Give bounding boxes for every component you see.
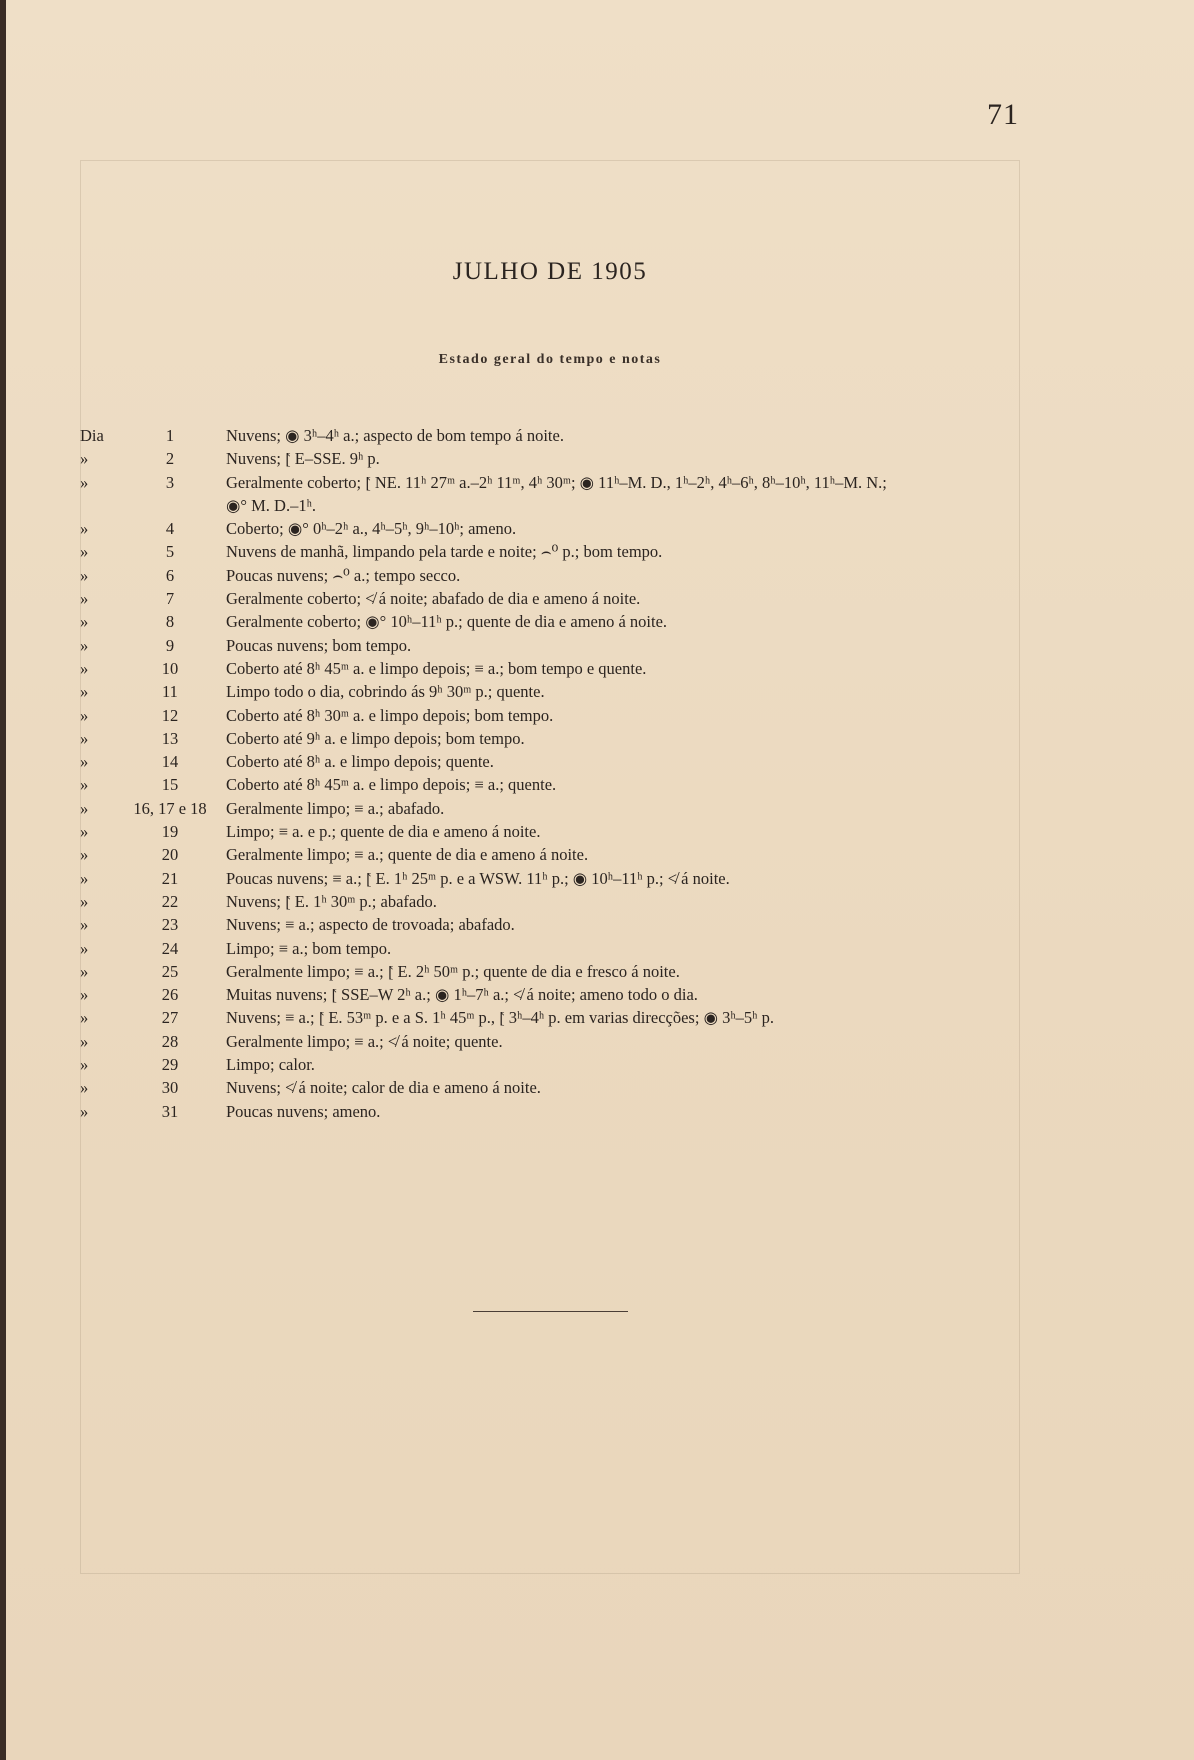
weather-note: Poucas nuvens; ⌢⁰ a.; tempo secco.: [226, 565, 461, 585]
day-number: 21: [161, 868, 179, 888]
row-label: »: [80, 845, 89, 865]
day-number: 12: [161, 705, 179, 725]
day-number: 24: [161, 938, 179, 958]
row-label: »: [80, 775, 89, 795]
list-item: [80, 424, 1080, 447]
row-label: Dia: [80, 426, 104, 445]
row-label: »: [80, 891, 89, 911]
row-label: »: [80, 682, 89, 702]
row-label: »: [80, 915, 89, 935]
weather-notes-list: [80, 424, 1080, 1123]
day-number: 31: [161, 1101, 179, 1121]
day-number: 13: [161, 728, 179, 748]
list-item: [80, 1100, 1080, 1123]
list-item: [80, 913, 1080, 936]
row-label: »: [80, 449, 89, 469]
list-item: [80, 1076, 1080, 1099]
weather-note: Geralmente limpo; ≡ a.; abafado.: [226, 798, 445, 818]
day-number: 25: [161, 961, 179, 981]
weather-note: Nuvens; ⦍ E. 1ʰ 30ᵐ p.; abafado.: [226, 891, 437, 911]
weather-note: Geralmente coberto; ⦍ NE. 11ʰ 27ᵐ a.–2ʰ 11ᵐ, 4ʰ 30ᵐ; ◉ 11ʰ–M. D., 1ʰ–2ʰ, 4ʰ–6ʰ, 8ʰ–10ʰ, 11ʰ–M. N.;: [226, 472, 887, 492]
weather-note: Poucas nuvens; bom tempo.: [226, 635, 412, 655]
weather-note: Muitas nuvens; ⦍ SSE–W 2ʰ a.; ◉ 1ʰ–7ʰ a.; ≮ á noite; ameno todo o dia.: [226, 985, 698, 1005]
row-label: »: [80, 752, 89, 772]
day-number: 19: [161, 822, 179, 842]
list-item: [80, 983, 1080, 1006]
row-label: »: [80, 1078, 89, 1098]
row-label: »: [80, 1055, 89, 1075]
list-item: [80, 797, 1080, 820]
row-label: »: [80, 635, 89, 655]
day-number: 11: [162, 682, 178, 702]
page-number: 71: [987, 98, 1019, 131]
row-label: »: [80, 985, 89, 1005]
list-item: [80, 471, 1080, 494]
day-number: 9: [165, 635, 175, 655]
weather-note: Nuvens; ≡ a.; ⦍ E. 53ᵐ p. e a S. 1ʰ 45ᵐ p., ⦍ 3ʰ–4ʰ p. em varias direcções; ◉ 3ʰ–5ʰ p.: [226, 1008, 774, 1028]
weather-note: Nuvens; ⦍ E–SSE. 9ʰ p.: [226, 449, 380, 469]
day-number: 5: [165, 542, 175, 562]
row-label: »: [80, 612, 89, 632]
row-label: »: [80, 961, 89, 981]
day-number: 26: [161, 985, 179, 1005]
page-title: JULHO DE 1905: [452, 258, 648, 285]
row-label: »: [80, 589, 89, 609]
list-item: [80, 680, 1080, 703]
row-label: »: [80, 472, 89, 492]
row-label: »: [80, 938, 89, 958]
list-item: [80, 890, 1080, 913]
list-item: [80, 657, 1080, 680]
weather-note: Nuvens; ≮ á noite; calor de dia e ameno á noite.: [226, 1078, 541, 1098]
list-item: [80, 937, 1080, 960]
weather-note: Coberto até 8ʰ 45ᵐ a. e limpo depois; ≡ a.; bom tempo e quente.: [226, 658, 647, 678]
day-number: 28: [161, 1031, 179, 1051]
weather-note: Nuvens de manhã, limpando pela tarde e noite; ⌢⁰ p.; bom tempo.: [226, 542, 663, 562]
weather-note: Poucas nuvens; ≡ a.; ⦍ E. 1ʰ 25ᵐ p. e a WSW. 11ʰ p.; ◉ 10ʰ–11ʰ p.; ≮ á noite.: [226, 868, 730, 888]
day-number: 4: [165, 519, 175, 539]
weather-note: Limpo; ≡ a.; bom tempo.: [226, 938, 392, 958]
list-item: [80, 960, 1080, 983]
list-item: [80, 587, 1080, 610]
day-number: 7: [165, 589, 175, 609]
row-label: »: [80, 728, 89, 748]
row-label: »: [80, 868, 89, 888]
day-number: 20: [161, 845, 179, 865]
weather-note: Geralmente limpo; ≡ a.; ⦍ E. 2ʰ 50ᵐ p.; quente de dia e fresco á noite.: [226, 961, 680, 981]
list-item: [80, 1030, 1080, 1053]
note-continuation: ◉° M. D.–1ʰ.: [226, 495, 317, 515]
day-number: 10: [161, 658, 179, 678]
weather-note: Geralmente limpo; ≡ a.; quente de dia e ameno á noite.: [226, 845, 589, 865]
row-label: »: [80, 822, 89, 842]
row-label: »: [80, 798, 89, 818]
day-number: 30: [161, 1078, 179, 1098]
day-number: 3: [165, 472, 175, 492]
day-number: 14: [161, 752, 179, 772]
page-subtitle: Estado geral do tempo e notas: [438, 352, 662, 367]
day-number: 2: [165, 449, 175, 469]
row-label: »: [80, 1101, 89, 1121]
row-label: »: [80, 565, 89, 585]
row-label: »: [80, 1031, 89, 1051]
weather-note: Coberto; ◉° 0ʰ–2ʰ a., 4ʰ–5ʰ, 9ʰ–10ʰ; ameno.: [226, 519, 517, 539]
row-label: »: [80, 705, 89, 725]
row-label: »: [80, 519, 89, 539]
day-number: 15: [161, 775, 179, 795]
list-item: [80, 634, 1080, 657]
weather-note: Nuvens; ≡ a.; aspecto de trovoada; abafado.: [226, 915, 515, 935]
weather-note: Coberto até 8ʰ 45ᵐ a. e limpo depois; ≡ a.; quente.: [226, 775, 557, 795]
list-item: [80, 564, 1080, 587]
day-number: 22: [161, 891, 179, 911]
row-label: »: [80, 658, 89, 678]
day-number: 8: [165, 612, 175, 632]
list-item: [80, 1053, 1080, 1076]
row-label: »: [80, 1008, 89, 1028]
list-item: [80, 704, 1080, 727]
list-item: [80, 820, 1080, 843]
weather-note: Nuvens; ◉ 3ʰ–4ʰ a.; aspecto de bom tempo á noite.: [226, 426, 564, 445]
day-number: 23: [161, 915, 179, 935]
list-item: [80, 517, 1080, 540]
list-item: [80, 727, 1080, 750]
weather-note: Coberto até 8ʰ a. e limpo depois; quente.: [226, 752, 494, 772]
closing-rule: [473, 1311, 628, 1312]
day-number: 1: [165, 426, 175, 445]
weather-note: Limpo; calor.: [226, 1055, 315, 1075]
weather-note: Coberto até 8ʰ 30ᵐ a. e limpo depois; bom tempo.: [226, 705, 554, 725]
day-number: 6: [165, 565, 175, 585]
weather-note: Limpo todo o dia, cobrindo ás 9ʰ 30ᵐ p.; quente.: [226, 682, 545, 702]
list-item: [80, 447, 1080, 470]
day-number: 16, 17 e 18: [133, 798, 207, 818]
list-item: [80, 750, 1080, 773]
weather-note: Geralmente limpo; ≡ a.; ≮ á noite; quente.: [226, 1031, 503, 1051]
weather-note: Poucas nuvens; ameno.: [226, 1101, 381, 1121]
list-item: [80, 867, 1080, 890]
weather-note: Limpo; ≡ a. e p.; quente de dia e ameno á noite.: [226, 822, 541, 842]
list-item: [80, 843, 1080, 866]
day-number: 29: [161, 1055, 179, 1075]
list-item: [80, 773, 1080, 796]
list-item: [80, 540, 1080, 563]
day-number: 27: [161, 1008, 179, 1028]
weather-note: Coberto até 9ʰ a. e limpo depois; bom tempo.: [226, 728, 525, 748]
list-item: [80, 1006, 1080, 1029]
row-label: »: [80, 542, 89, 562]
weather-note: Geralmente coberto; ◉° 10ʰ–11ʰ p.; quente de dia e ameno á noite.: [226, 612, 668, 632]
list-item: [80, 610, 1080, 633]
weather-note: Geralmente coberto; ≮ á noite; abafado de dia e ameno á noite.: [226, 589, 641, 609]
